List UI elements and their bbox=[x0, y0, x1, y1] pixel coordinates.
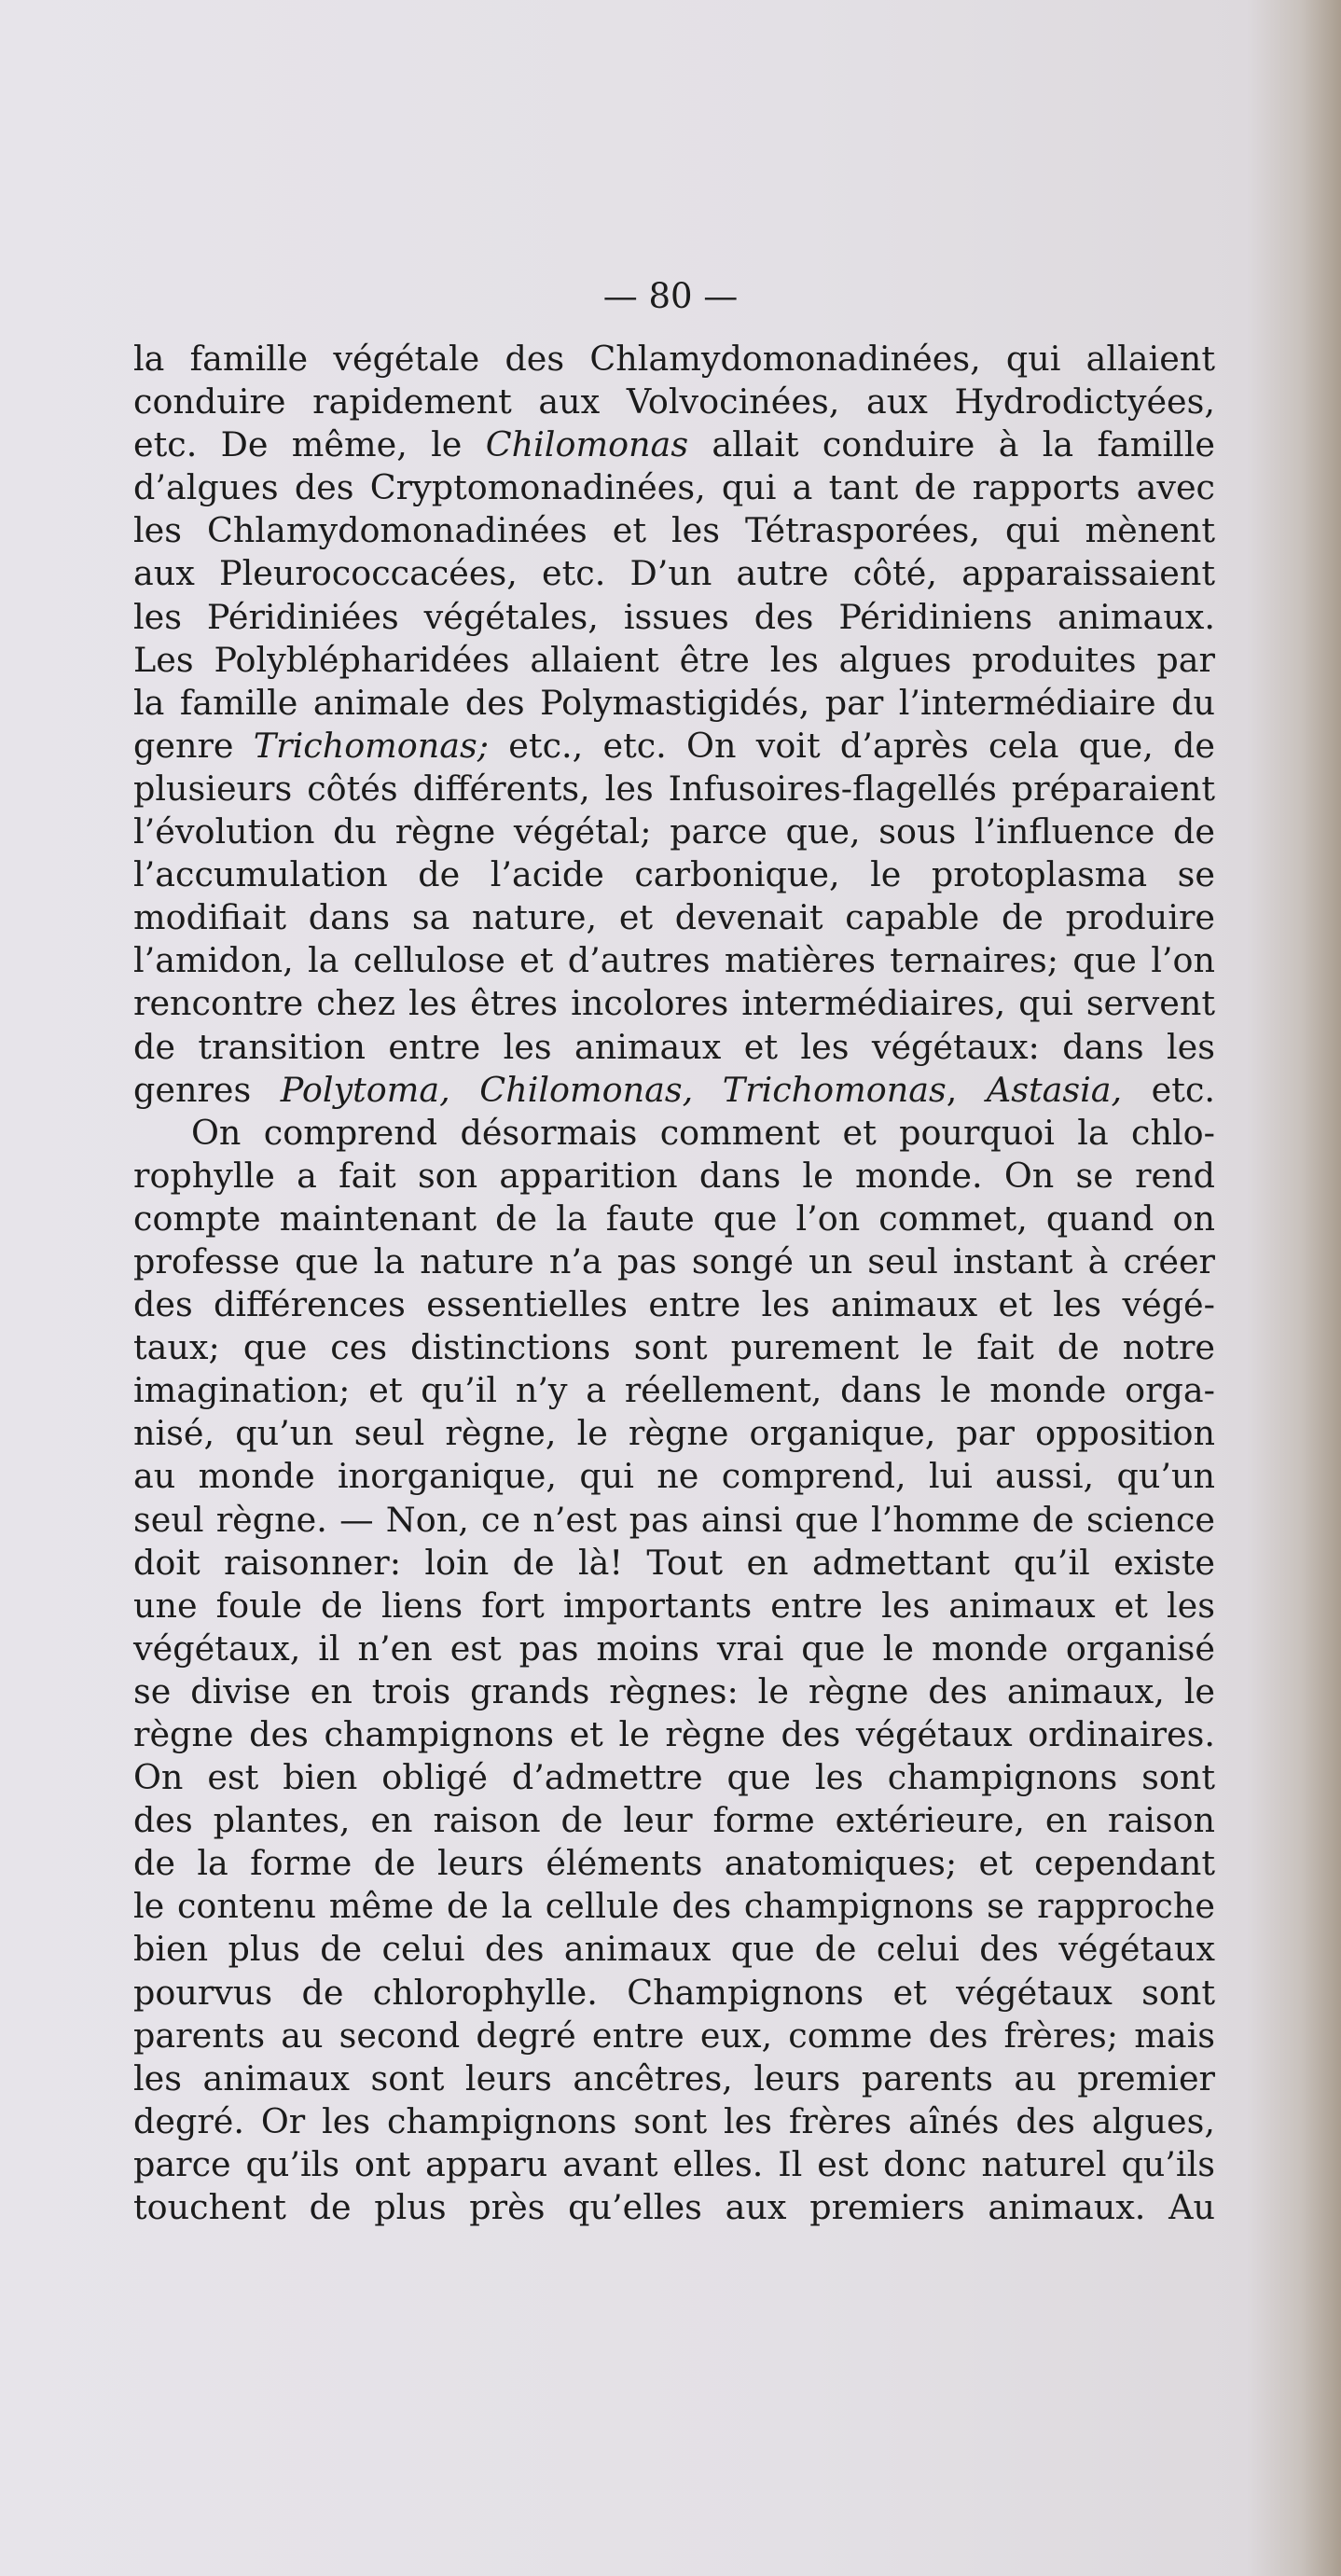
text-run: règne des champignons et le règne des végétaux ordinaires. bbox=[133, 1714, 1215, 1754]
text-line bbox=[133, 1326, 1215, 1369]
text-run: des différences essentielles entre les animaux et les végé- bbox=[133, 1284, 1215, 1325]
text-run: l’amidon, la cellulose et d’autres matières ternaires; que l’on bbox=[133, 940, 1215, 981]
text-run: les Chlamydomonadinées et les Tétrasporées, qui mènent bbox=[133, 510, 1215, 551]
text-run: doit raisonner: loin de là! Tout en admettant qu’il existe bbox=[133, 1542, 1215, 1583]
text-line bbox=[133, 381, 1215, 423]
text-run: imagination; et qu’il n’y a réellement, dans le monde orga- bbox=[133, 1370, 1215, 1411]
text-line bbox=[133, 982, 1215, 1025]
text-run: genres bbox=[133, 1069, 281, 1110]
text-run: etc. De même, le bbox=[133, 424, 486, 465]
text-run: rophylle a fait son apparition dans le monde. On se rend bbox=[133, 1155, 1215, 1196]
text-line bbox=[133, 1283, 1215, 1326]
text-line bbox=[133, 1455, 1215, 1498]
text-run: touchent de plus près qu’elles aux premiers animaux. Au bbox=[133, 2187, 1215, 2228]
text-line bbox=[133, 1069, 1215, 1112]
text-run: On est bien obligé d’admettre que les champignons sont bbox=[133, 1757, 1215, 1798]
text-line bbox=[133, 1885, 1215, 1928]
text-line bbox=[133, 768, 1215, 810]
text-line bbox=[133, 1499, 1215, 1542]
text-run: bien plus de celui des animaux que de celui des végétaux bbox=[133, 1929, 1215, 1970]
text-run: etc. bbox=[1122, 1069, 1215, 1110]
text-run: modifiait dans sa nature, et devenait capable de produire bbox=[133, 897, 1215, 938]
text-line bbox=[133, 596, 1215, 639]
text-line bbox=[133, 1026, 1215, 1069]
text-run: une foule de liens fort importants entre les animaux et les bbox=[133, 1585, 1215, 1626]
text-run: compte maintenant de la faute que l’on commet, quand on bbox=[133, 1198, 1215, 1239]
text-line bbox=[133, 1756, 1215, 1799]
text-run: la famille végétale des Chlamydomonadinées, qui allaient bbox=[133, 339, 1215, 379]
text-line bbox=[133, 639, 1215, 682]
text-run: allait conduire à la famille bbox=[688, 424, 1215, 465]
text-run: plusieurs côtés différents, les Infusoires-flagellés préparaient bbox=[133, 768, 1215, 809]
text-line bbox=[133, 896, 1215, 939]
text-line bbox=[133, 725, 1215, 768]
italic-text: Trichomonas; bbox=[253, 725, 490, 766]
text-run: au monde inorganique, qui ne comprend, lui aussi, qu’un bbox=[133, 1456, 1215, 1497]
text-run: les Péridiniées végétales, issues des Péridiniens animaux. bbox=[133, 596, 1215, 637]
italic-text: Astasia, bbox=[986, 1069, 1123, 1110]
text-line bbox=[133, 1240, 1215, 1283]
text-run: pourvus de chlorophylle. Champignons et végétaux sont bbox=[133, 1972, 1215, 2013]
text-line bbox=[133, 1585, 1215, 1627]
text-line bbox=[133, 1713, 1215, 1756]
text-run: l’accumulation de l’acide carbonique, le protoplasma se bbox=[133, 854, 1215, 895]
text-line bbox=[133, 1369, 1215, 1412]
text-run: l’évolution du règne végétal; parce que, sous l’influence de bbox=[133, 811, 1215, 852]
text-line bbox=[133, 1155, 1215, 1198]
text-run: la famille animale des Polymastigidés, par l’intermédiaire du bbox=[133, 682, 1215, 723]
text-line bbox=[133, 2186, 1215, 2229]
text-run: , bbox=[946, 1069, 987, 1110]
italic-text: Chilomonas bbox=[485, 424, 689, 465]
text-line bbox=[133, 466, 1215, 509]
italic-text: Polytoma, Chilomonas, Trichomonas bbox=[280, 1069, 947, 1110]
text-run: rencontre chez les êtres incolores intermédiaires, qui servent bbox=[133, 983, 1215, 1024]
text-run: conduire rapidement aux Volvocinées, aux Hydrodictyées, bbox=[133, 381, 1215, 422]
text-line bbox=[133, 853, 1215, 896]
text-run: Les Polyblépharidées allaient être les algues produites par bbox=[133, 639, 1215, 680]
text-line bbox=[133, 1412, 1215, 1455]
text-line bbox=[133, 810, 1215, 853]
text-line bbox=[133, 2057, 1215, 2100]
text-line bbox=[133, 2015, 1215, 2057]
text-run: se divise en trois grands règnes: le règne des animaux, le bbox=[133, 1670, 1215, 1711]
text-line bbox=[133, 1198, 1215, 1240]
text-line bbox=[133, 338, 1215, 381]
text-line bbox=[133, 939, 1215, 982]
text-line bbox=[133, 1928, 1215, 1971]
text-run: végétaux, il n’en est pas moins vrai que le monde organisé bbox=[133, 1627, 1215, 1669]
text-line bbox=[133, 2143, 1215, 2186]
text-run: de transition entre les animaux et les végétaux: dans les bbox=[133, 1026, 1215, 1067]
text-run: d’algues des Cryptomonadinées, qui a tant de rapports avec bbox=[133, 467, 1215, 508]
text-line bbox=[133, 423, 1215, 466]
text-line bbox=[133, 1842, 1215, 1885]
text-run: parents au second degré entre eux, comme des frères; mais bbox=[133, 2015, 1215, 2056]
text-run: des plantes, en raison de leur forme extérieure, en raison bbox=[133, 1800, 1215, 1841]
text-run: taux; que ces distinctions sont purement le fait de notre bbox=[133, 1327, 1215, 1368]
text-line bbox=[133, 1627, 1215, 1670]
text-run: le contenu même de la cellule des champignons se rapproche bbox=[133, 1886, 1215, 1927]
text-line bbox=[133, 1112, 1215, 1155]
text-line bbox=[133, 1799, 1215, 1842]
text-run: aux Pleurococcacées, etc. D’un autre côté, apparaissaient bbox=[133, 553, 1215, 594]
text-line bbox=[133, 509, 1215, 552]
text-run: genre bbox=[133, 725, 254, 766]
text-line bbox=[133, 552, 1215, 595]
text-line bbox=[133, 682, 1215, 725]
text-line bbox=[133, 2100, 1215, 2143]
text-run: nisé, qu’un seul règne, le règne organique, par opposition bbox=[133, 1413, 1215, 1454]
page-number: — 80 — bbox=[602, 276, 739, 316]
text-line bbox=[133, 1670, 1215, 1713]
text-run: etc., etc. On voit d’après cela que, de bbox=[489, 725, 1216, 766]
text-line bbox=[133, 1972, 1215, 2015]
text-run: seul règne. — Non, ce n’est pas ainsi que l’homme de science bbox=[133, 1499, 1215, 1540]
text-line bbox=[133, 1542, 1215, 1585]
text-run: parce qu’ils ont apparu avant elles. Il est donc naturel qu’ils bbox=[133, 2143, 1215, 2184]
body-text bbox=[133, 338, 1215, 2229]
text-run: les animaux sont leurs ancêtres, leurs parents au premier bbox=[133, 2057, 1215, 2098]
text-run: de la forme de leurs éléments anatomiques; et cependant bbox=[133, 1843, 1215, 1884]
text-run: professe que la nature n’a pas songé un seul instant à créer bbox=[133, 1240, 1215, 1281]
text-run: degré. Or les champignons sont les frères aînés des algues, bbox=[133, 2100, 1215, 2141]
text-run: On comprend désormais comment et pourquoi la chlo- bbox=[191, 1112, 1215, 1153]
